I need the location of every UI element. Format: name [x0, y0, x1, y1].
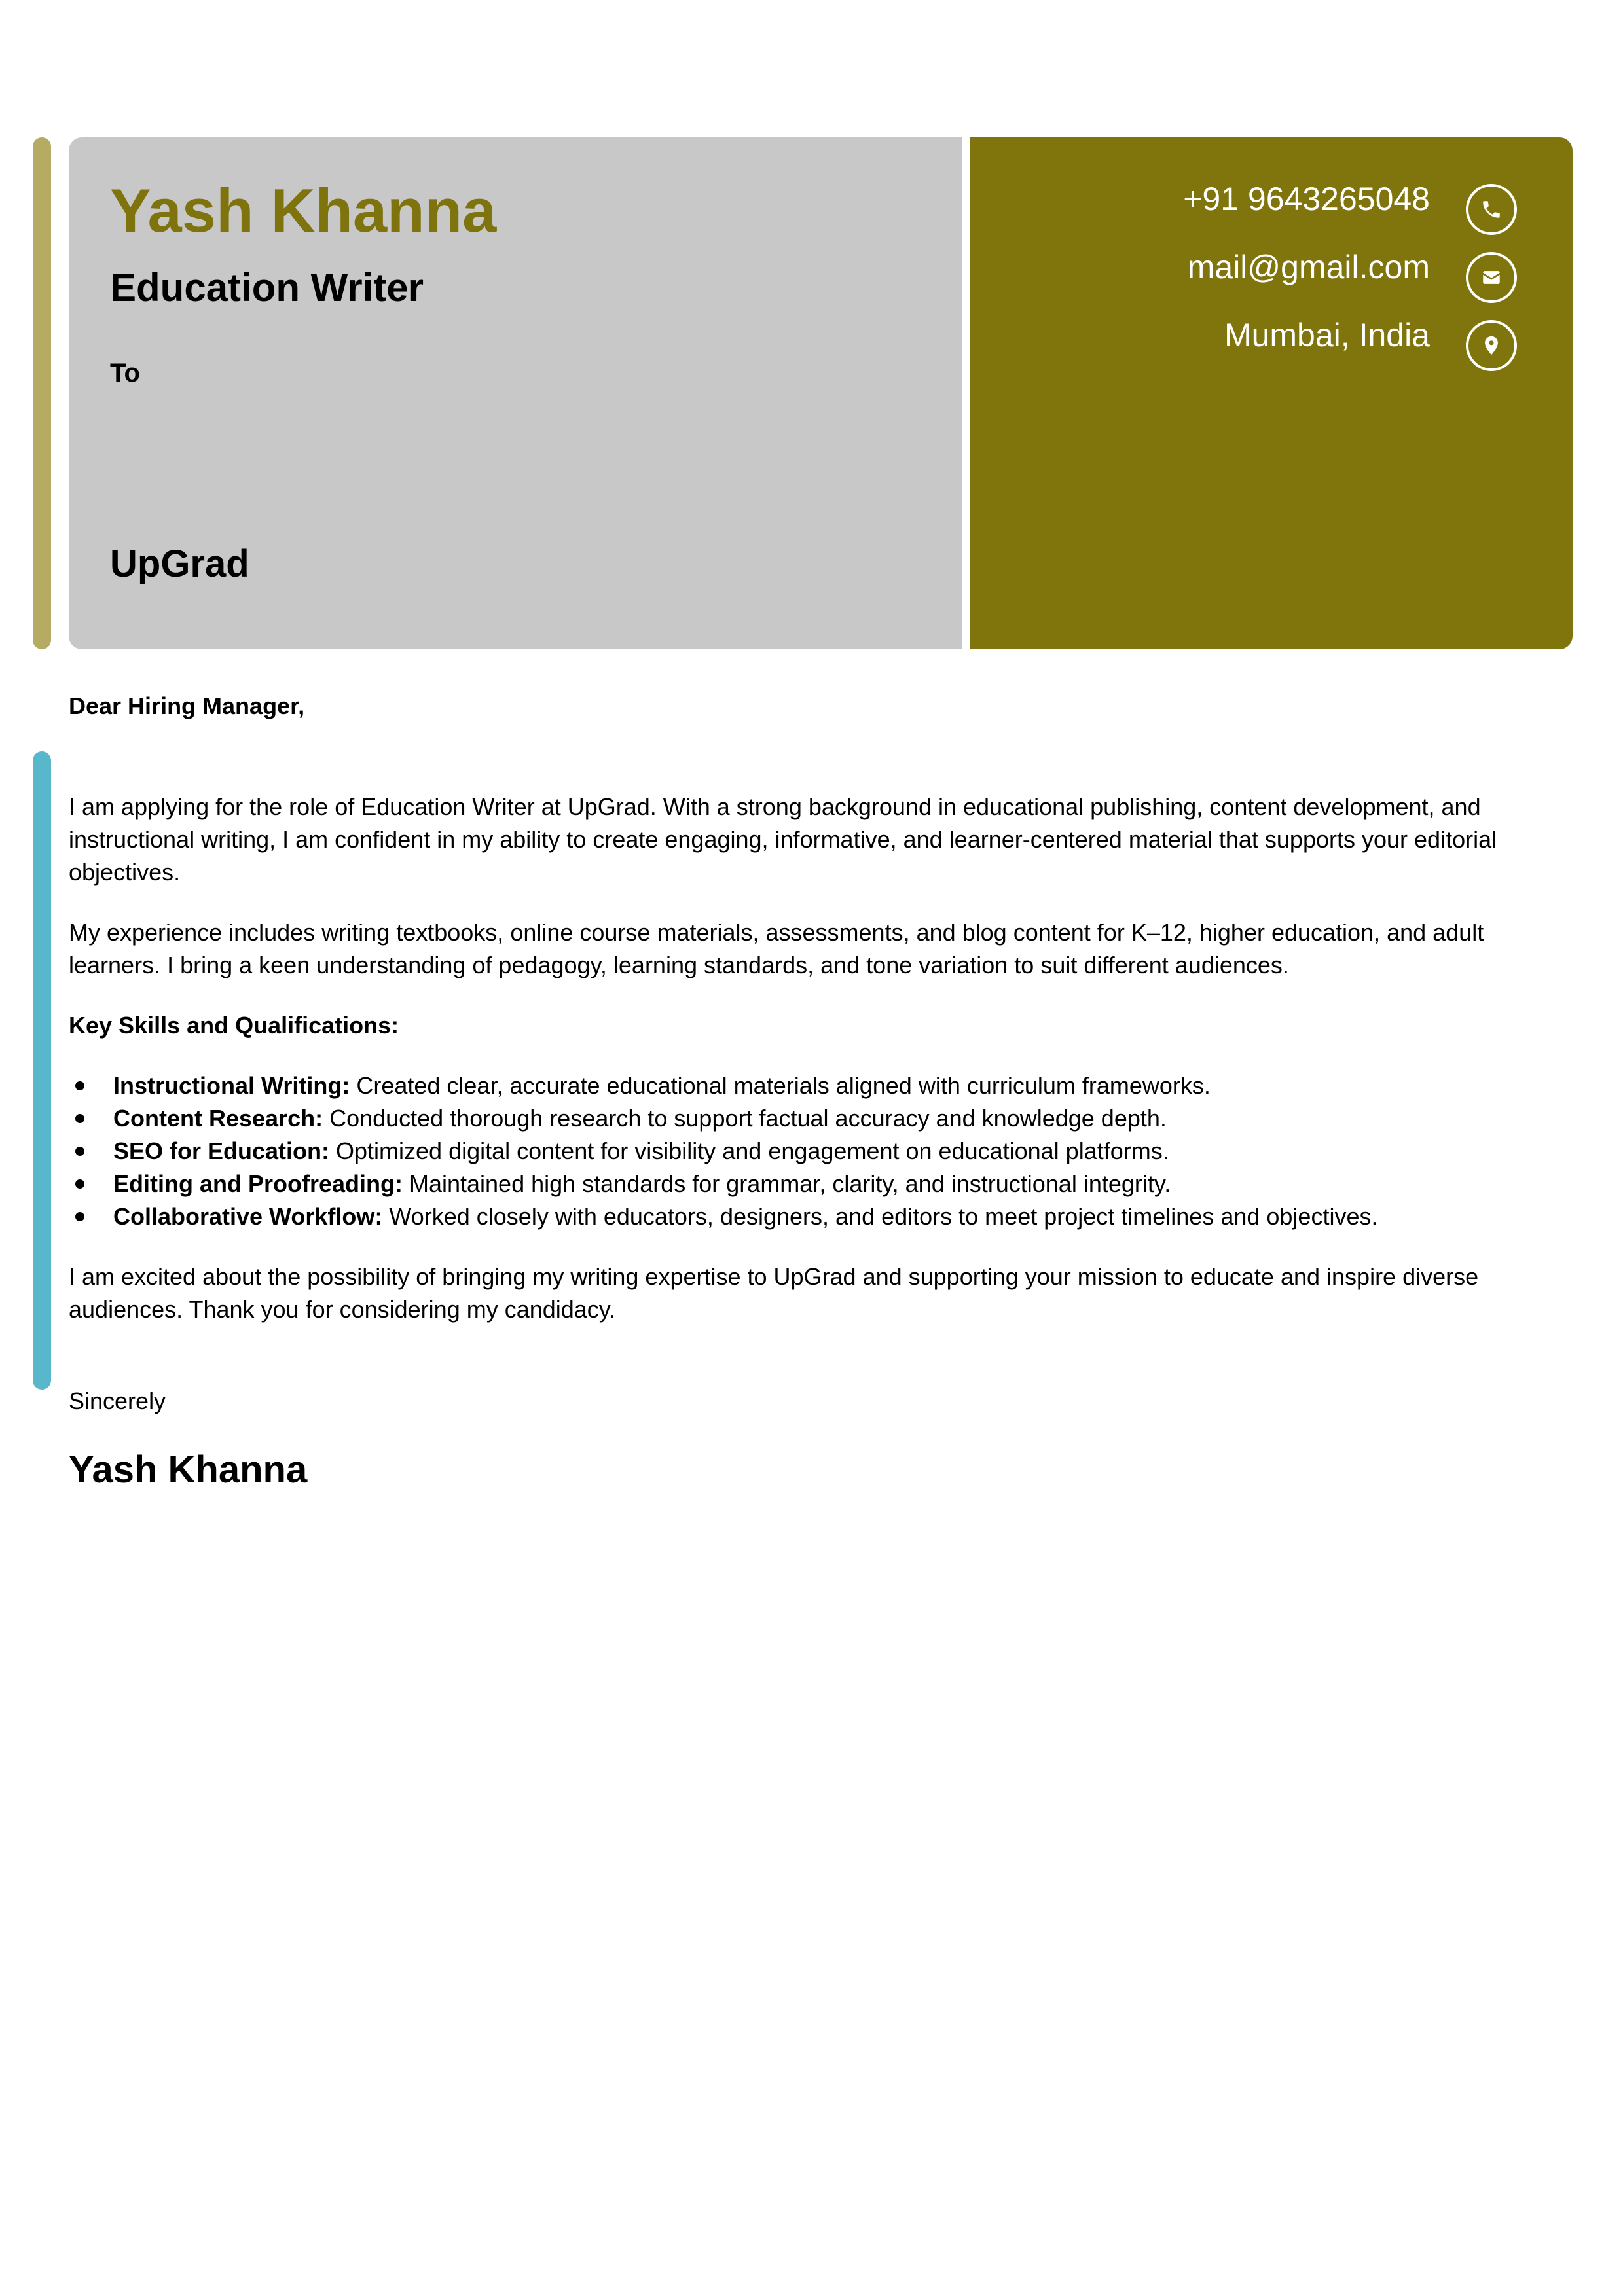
- skill-text: Worked closely with educators, designers, and editors to meet project timelines and objectives.: [382, 1203, 1378, 1230]
- experience-paragraph: My experience includes writing textbooks, online course materials, assessments, and blog content for K–12, higher education, and adult learners. I bring a keen understanding of pedagogy, learning standards, and tone variation to suit different audiences.: [69, 919, 1484, 978]
- skill-text: Optimized digital content for visibility and engagement on educational platforms.: [329, 1138, 1169, 1164]
- signature-name: Yash Khanna: [69, 1448, 308, 1491]
- to-label: To: [110, 359, 140, 387]
- salutation: Dear Hiring Manager,: [69, 692, 305, 719]
- bullet-icon: [75, 1212, 84, 1221]
- bullet-icon: [75, 1179, 84, 1189]
- bullet-icon: [75, 1114, 84, 1123]
- company-name: UpGrad: [110, 543, 249, 585]
- skill-text: Created clear, accurate educational materials aligned with curriculum frameworks.: [350, 1072, 1211, 1099]
- location-text: Mumbai, India: [1224, 317, 1430, 353]
- phone-icon: [1466, 184, 1517, 235]
- skills-heading: Key Skills and Qualifications:: [69, 1012, 399, 1039]
- list-item: [69, 1069, 1575, 1102]
- list-item: [69, 1135, 1575, 1168]
- skill-title: SEO for Education:: [113, 1138, 330, 1164]
- job-title: Education Writer: [110, 266, 424, 310]
- skill-text: Maintained high standards for grammar, clarity, and instructional integrity.: [402, 1170, 1171, 1197]
- contact-email: [1188, 250, 1517, 305]
- list-item: [69, 1102, 1575, 1135]
- bullet-icon: [75, 1147, 84, 1156]
- bullet-icon: [75, 1081, 84, 1090]
- skills-list: [69, 1069, 1575, 1233]
- contact-location: [1224, 318, 1517, 373]
- contact-phone: [1183, 182, 1517, 237]
- skill-title: Instructional Writing:: [113, 1072, 350, 1099]
- body-accent-bar: [33, 751, 51, 1390]
- header-accent-bar: [33, 137, 51, 649]
- list-item: [69, 1200, 1575, 1233]
- closing-paragraph: I am excited about the possibility of bringing my writing expertise to UpGrad and supporting your mission to educate and inspire diverse audiences. Thank you for considering my candidacy.: [69, 1263, 1479, 1323]
- skill-title: Collaborative Workflow:: [113, 1203, 383, 1230]
- intro-paragraph: I am applying for the role of Education Writer at UpGrad. With a strong background in educational publishing, content development, and instructional writing, I am confident in my ability to create engaging, informative, and learner-centered material that supports your editorial objectives.: [69, 793, 1497, 886]
- location-pin-icon: [1466, 320, 1517, 371]
- skill-text: Conducted thorough research to support factual accuracy and knowledge depth.: [323, 1105, 1167, 1132]
- applicant-name: Yash Khanna: [110, 176, 497, 245]
- letter-body: [69, 791, 1575, 1354]
- phone-number: +91 9643265048: [1183, 181, 1430, 217]
- email-address: mail@gmail.com: [1187, 249, 1430, 285]
- envelope-icon: [1466, 252, 1517, 303]
- list-item: [69, 1168, 1575, 1200]
- skill-title: Editing and Proofreading:: [113, 1170, 403, 1197]
- skill-title: Content Research:: [113, 1105, 323, 1132]
- closing-phrase: Sincerely: [69, 1388, 166, 1414]
